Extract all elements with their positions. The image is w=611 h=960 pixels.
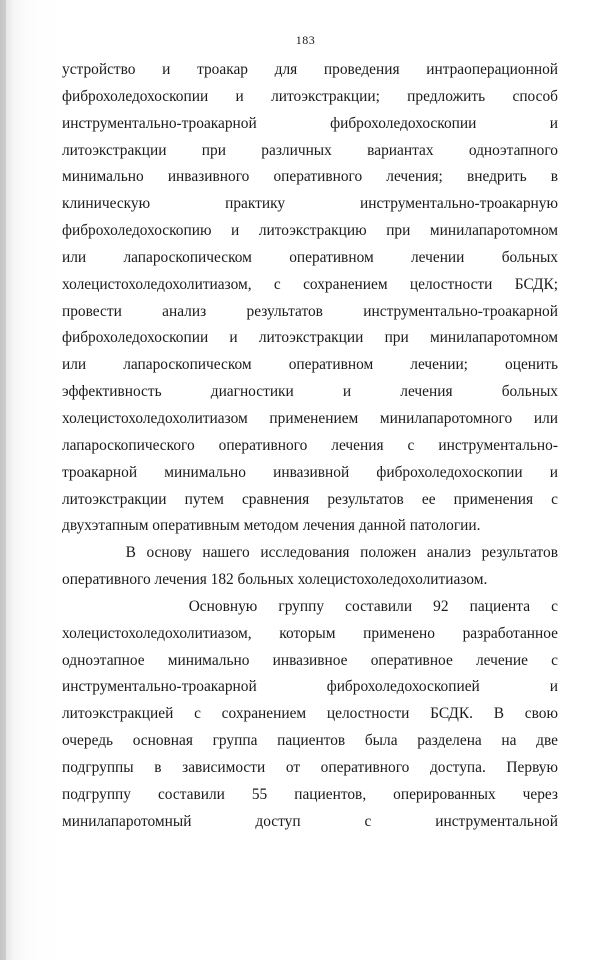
text-line: фиброхоледохоскопии и литоэкстракции при минилапаротомном (62, 329, 558, 347)
text-line: холецистохоледохолитиазом, которым применено разработанное (62, 624, 558, 642)
text-line: или лапароскопическом оперативном лечении; оценить (62, 356, 558, 374)
text-line: клиническую практику инструментально-троакарную (62, 195, 558, 213)
text-line: провести анализ результатов инструментально-троакарной (62, 302, 558, 320)
text-line: В основу нашего исследования положен анализ результатов (62, 544, 558, 562)
text-line: холецистохоледохолитиазом, с сохранением целостности БСДК; (62, 275, 558, 293)
text-line: троакарной минимально инвазивной фиброхоледохоскопии и (62, 463, 558, 481)
text-line: литоэкстракции при различных вариантах одноэтапного (62, 141, 558, 159)
text-line: инструментально-троакарной фиброхоледохоскопии и (62, 114, 558, 132)
text-line: или лапароскопическом оперативном лечении больных (62, 248, 558, 266)
text-line: минилапаротомный доступ с инструментальной (62, 812, 558, 830)
text-line: холецистохоледохолитиазом применением минилапаротомного или (62, 409, 558, 427)
text-line: литоэкстракцией с сохранением целостности БСДК. В свою (62, 705, 558, 723)
text-line: подгруппу составили 55 пациентов, оперированных через (62, 785, 558, 803)
text-line: эффективность диагностики и лечения больных (62, 383, 558, 401)
text-line: литоэкстракции путем сравнения результатов ее применения с (62, 490, 558, 508)
text-line: оперативного лечения 182 больных холецистохоледохолитиазом. (62, 571, 488, 589)
text-line: одноэтапное минимально инвазивное оперативное лечение с (62, 651, 558, 669)
text-line: устройство и троакар для проведения интраоперационной (62, 61, 558, 78)
text-line: очередь основная группа пациентов была разделена на две (62, 732, 558, 750)
text-line: подгруппы в зависимости от оперативного доступа. Первую (62, 758, 558, 776)
text-line: минимально инвазивного оперативного лечения; внедрить в (62, 168, 558, 186)
body-text (62, 57, 558, 835)
text-line: лапароскопического оперативного лечения с инструментально- (62, 436, 558, 454)
text-line: Основную группу составили 92 пациента с (62, 597, 558, 615)
scan-edge-shadow (0, 0, 6, 960)
text-line: фиброхоледохоскопию и литоэкстракцию при минилапаротомном (62, 222, 558, 240)
text-line: фиброхоледохоскопии и литоэкстракции; предложить способ (62, 87, 558, 105)
text-line: двухэтапным оперативным методом лечения данной патологии. (62, 517, 481, 535)
text-line: инструментально-троакарной фиброхоледохоскопией и (62, 678, 558, 696)
page-number: 183 (295, 33, 316, 47)
